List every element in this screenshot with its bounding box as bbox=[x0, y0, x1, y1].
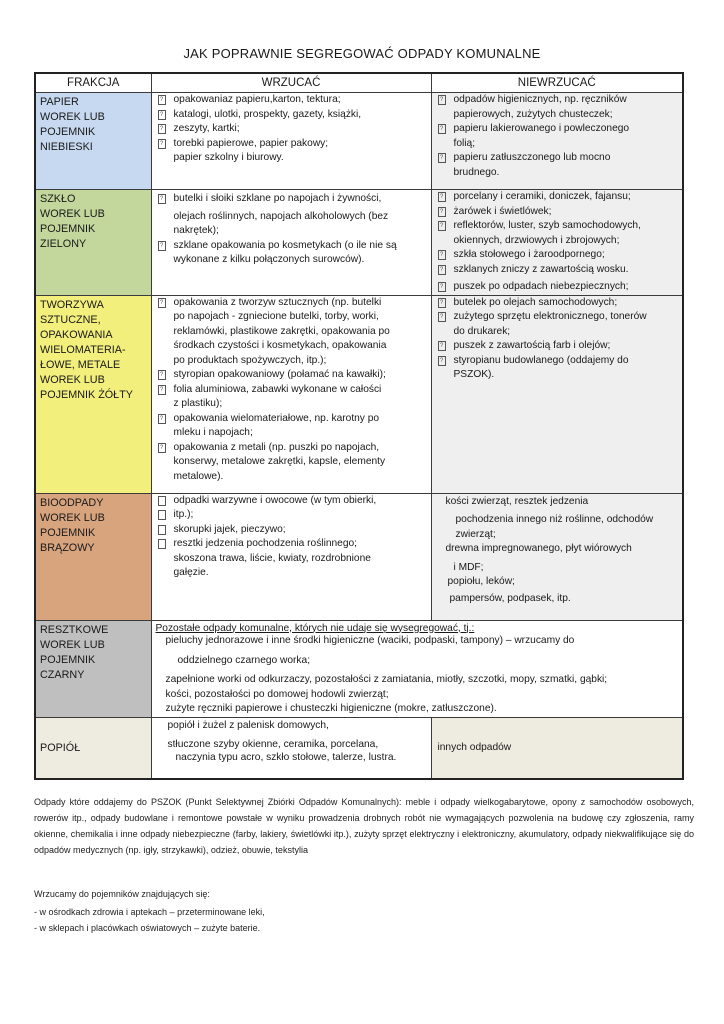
checkbox-icon: ? bbox=[438, 356, 446, 366]
list-item bbox=[158, 537, 427, 552]
fraction-line: WOREK LUB bbox=[40, 373, 105, 386]
checkbox-icon bbox=[158, 510, 166, 520]
containers-item: - w sklepach i placówkach oświatowych – zużyte baterie. bbox=[34, 923, 261, 933]
list-item bbox=[158, 566, 427, 581]
item-text: konserwy, metalowe zakrętki, kapsle, elementy bbox=[173, 456, 386, 467]
fraction-line: PAPIER bbox=[40, 96, 79, 108]
list-item bbox=[158, 397, 427, 412]
containers-title: Wrzucamy do pojemników znajdujących się: bbox=[34, 889, 210, 899]
item-text: szkła stołowego i żaroodpornego; bbox=[453, 249, 605, 260]
list-item bbox=[158, 412, 427, 427]
list-item bbox=[158, 441, 427, 456]
item-text: mleku i napojach; bbox=[173, 427, 253, 438]
wrzucac-tworzywa bbox=[151, 295, 431, 493]
checkbox-icon: ? bbox=[158, 298, 166, 308]
checkbox-icon bbox=[158, 496, 166, 506]
pszok-text: Odpady które oddajemy do PSZOK (Punkt Selektywnej Zbiórki Odpadów Komunalnych): meble i odpady wielkogabarytowe, opony z samochodów osobowych, rowerów itp., odpady budowlane i remontowe powstałe w wyniku prowadzenia drobnych robót nie wymagających pozwolenia na budowę czy zgłoszenia, ramy okienne, chemikalia i inne odpady niebezpieczne (farby, lakiery, świetlówki itp.), zużyty sprzęt elektryczny i elektroniczny, akumulatory, odpady niekwalifikujące się do odpadów medycznych (np. igły, strzykawki), odzież, obuwie, tekstylia bbox=[34, 797, 694, 855]
header-wrzucac: WRZUCAĆ bbox=[151, 73, 431, 93]
fraction-line: POJEMNIK bbox=[40, 653, 96, 666]
item-text: oddzielnego czarnego worka; bbox=[177, 654, 311, 666]
list-item bbox=[158, 523, 427, 538]
item-text: butelki i słoiki szklane po napojach i żywności, bbox=[173, 193, 382, 204]
list-item bbox=[158, 192, 427, 207]
fraction-line: TWORZYWA bbox=[40, 298, 104, 311]
fraction-bio bbox=[35, 493, 151, 620]
item-text: opakowania wielomateriałowe, np. karotny po bbox=[173, 412, 380, 424]
checkbox-icon: ? bbox=[438, 192, 446, 202]
list-item bbox=[158, 239, 427, 254]
item-text: opakowania z metali (np. puszki po napojach, bbox=[173, 441, 380, 453]
checkbox-icon: ? bbox=[158, 241, 166, 251]
niewrzucac-tworzywa bbox=[431, 295, 683, 493]
list-item bbox=[158, 253, 427, 268]
item-text: styropian opakowaniowy (połamać na kawałki); bbox=[173, 369, 386, 380]
checkbox-icon: ? bbox=[438, 153, 446, 163]
list-item bbox=[438, 325, 679, 340]
header-row bbox=[35, 73, 683, 93]
list-item bbox=[158, 151, 427, 166]
wrzucac-popiol bbox=[151, 717, 431, 779]
item-text: metalowe). bbox=[173, 470, 224, 482]
fraction-line: SZKŁO bbox=[40, 193, 76, 205]
fraction-tworzywa bbox=[35, 295, 151, 493]
item-text: odpadów higienicznych, np. ręczników bbox=[453, 94, 627, 105]
header-niewrzucac: NIEWRZUCAĆ bbox=[431, 73, 683, 93]
list-item bbox=[158, 508, 427, 523]
list-item bbox=[438, 354, 679, 369]
item-text: reflektorów, luster, szyb samochodowych, bbox=[453, 220, 641, 231]
segregation-table bbox=[34, 72, 684, 780]
list-item bbox=[438, 280, 679, 295]
checkbox-icon: ? bbox=[158, 95, 166, 105]
list-item bbox=[158, 325, 427, 340]
item-text: reklamówki, plastikowe zakrętki, opakowania po bbox=[173, 325, 390, 337]
item-text: kości zwierząt, resztek jedzenia bbox=[445, 495, 589, 507]
item-text: pochodzenia innego niż roślinne, odchodów bbox=[455, 514, 654, 525]
item-text: środkach czystości i kosmetykach, opakowania bbox=[173, 340, 387, 351]
checkbox-icon: ? bbox=[158, 385, 166, 395]
item-text: drewna impregnowanego, płyt wiórowych bbox=[445, 543, 632, 554]
list-item bbox=[158, 552, 427, 567]
item-text: folią; bbox=[453, 137, 476, 149]
list-item bbox=[438, 122, 679, 137]
list-item bbox=[158, 224, 427, 239]
list-item bbox=[158, 108, 427, 123]
item-text: naczynia typu acro, szkło stołowe, talerze, lustra. bbox=[175, 751, 397, 763]
item-text: pampersów, podpasek, itp. bbox=[449, 592, 571, 604]
list-item bbox=[438, 248, 679, 263]
list-item bbox=[158, 426, 427, 441]
fraction-line: POJEMNIK bbox=[40, 126, 96, 138]
row-tworzywa bbox=[35, 295, 683, 493]
item-text: okiennych, drzwiowych i zbrojowych; bbox=[453, 234, 620, 246]
checkbox-icon: ? bbox=[438, 282, 446, 292]
row-bio bbox=[35, 493, 683, 620]
pszok-note bbox=[34, 794, 694, 858]
containers-item: - w ośrodkach zdrowia i aptekach – przeterminowane leki, bbox=[34, 907, 265, 917]
row-resztkowe bbox=[35, 620, 683, 717]
list-item bbox=[158, 296, 427, 311]
wrzucac-bio bbox=[151, 493, 431, 620]
item-text: skorupki jajek, pieczywo; bbox=[173, 523, 286, 535]
checkbox-icon: ? bbox=[438, 95, 446, 105]
item-text: puszek z zawartością farb i olejów; bbox=[453, 340, 611, 351]
fraction-line: POPIÓŁ bbox=[40, 742, 81, 755]
item-text: katalogi, ulotki, prospekty, gazety, książki, bbox=[173, 108, 362, 120]
item-text: zwierząt; bbox=[455, 528, 496, 540]
wrzucac-papier bbox=[151, 93, 431, 190]
fraction-line: WOREK LUB bbox=[40, 111, 105, 123]
checkbox-icon: ? bbox=[158, 194, 166, 204]
item-text: popiół i żużel z palenisk domowych, bbox=[167, 719, 329, 731]
item-text: stłuczone szyby okienne, ceramika, porcelana, bbox=[167, 739, 379, 750]
item-text: resztki jedzenia pochodzenia roślinnego; bbox=[173, 538, 357, 549]
item-text: brudnego. bbox=[453, 166, 500, 178]
list-item bbox=[438, 108, 679, 123]
item-text: papierowych, zużytych chusteczek; bbox=[453, 108, 613, 120]
checkbox-icon: ? bbox=[438, 250, 446, 260]
list-item bbox=[158, 383, 427, 398]
checkbox-icon: ? bbox=[438, 312, 446, 322]
checkbox-icon: ? bbox=[438, 265, 446, 275]
niewrzucac-papier bbox=[431, 93, 683, 190]
fraction-papier bbox=[35, 93, 151, 190]
row-szklo bbox=[35, 190, 683, 296]
item-text: zapełnione worki od odkurzaczy, pozostałości z zamiatania, miotły, szczotki, mopy, szmatki, gąbki; bbox=[165, 674, 608, 685]
item-text: papieru zatłuszczonego lub mocno bbox=[453, 152, 611, 163]
list-item bbox=[438, 93, 679, 108]
list-item bbox=[158, 368, 427, 383]
list-item bbox=[158, 494, 427, 509]
checkbox-icon: ? bbox=[438, 341, 446, 351]
resztkowe-description bbox=[151, 620, 683, 717]
checkbox-icon: ? bbox=[158, 370, 166, 380]
list-item bbox=[438, 190, 679, 205]
checkbox-icon: ? bbox=[158, 443, 166, 453]
item-text: żarówek i świetlówek; bbox=[453, 205, 552, 217]
item-text: itp.); bbox=[173, 509, 194, 520]
item-text: papieru lakierowanego i powleczonego bbox=[453, 123, 630, 134]
item-text: popiołu, leków; bbox=[447, 576, 515, 587]
list-item bbox=[438, 205, 679, 220]
fraction-line: OPAKOWANIA bbox=[40, 328, 113, 341]
item-text: po napojach - zgniecione butelki, torby, worki, bbox=[173, 311, 379, 322]
list-item bbox=[438, 310, 679, 325]
item-text: do drukarek; bbox=[453, 325, 511, 337]
list-item bbox=[438, 263, 679, 278]
fraction-line: WOREK LUB bbox=[40, 208, 105, 220]
checkbox-icon: ? bbox=[158, 139, 166, 149]
item-text: pieluchy jednorazowe i inne środki higieniczne (waciki, podpaski, tampony) – wrzucamy do bbox=[165, 635, 575, 646]
fraction-szklo bbox=[35, 190, 151, 296]
list-item bbox=[158, 339, 427, 354]
item-text: PSZOK). bbox=[453, 369, 495, 380]
row-popiol bbox=[35, 717, 683, 779]
list-item bbox=[158, 354, 427, 369]
item-text: z plastiku); bbox=[173, 398, 223, 409]
fraction-line: ZIELONY bbox=[40, 238, 87, 250]
item-text: innych odpadów bbox=[437, 742, 512, 753]
item-text: papier szkolny i biurowy. bbox=[173, 152, 284, 163]
item-text: skoszona trawa, liście, kwiaty, rozdrobnione bbox=[173, 552, 371, 564]
item-text: butelek po olejach samochodowych; bbox=[453, 296, 618, 308]
fraction-resztkowe bbox=[35, 620, 151, 717]
checkbox-icon: ? bbox=[438, 298, 446, 308]
item-text: styropianu budowlanego (oddajemy do bbox=[453, 354, 629, 366]
page-title: JAK POPRAWNIE SEGREGOWAĆ ODPADY KOMUNALNE bbox=[183, 46, 541, 61]
fraction-line: POJEMNIK bbox=[40, 526, 96, 539]
header-frakcja: FRAKCJA bbox=[35, 73, 151, 93]
fraction-line: NIEBIESKI bbox=[40, 141, 93, 153]
item-text: kości, pozostałości po domowej hodowli zwierząt; bbox=[165, 688, 389, 700]
item-text: szklanych zniczy z zawartością wosku. bbox=[453, 263, 629, 275]
item-text: odpadki warzywne i owocowe (w tym obierki, bbox=[173, 494, 377, 506]
fraction-line: POJEMNIK bbox=[40, 223, 96, 235]
item-text: nakrętek); bbox=[173, 225, 219, 236]
item-text: puszek po odpadach niebezpiecznych; bbox=[453, 281, 629, 292]
list-item bbox=[158, 93, 427, 108]
list-item bbox=[438, 339, 679, 354]
niewrzucac-bio bbox=[431, 493, 683, 620]
checkbox-icon: ? bbox=[438, 221, 446, 231]
item-text: Pozostałe odpady komunalne, których nie udaje się wysegregować, tj.: bbox=[155, 622, 475, 634]
list-item bbox=[158, 310, 427, 325]
item-text: zużytego sprzętu elektronicznego, tonerów bbox=[453, 311, 647, 322]
item-text: porcelany i ceramiki, doniczek, fajansu; bbox=[453, 191, 631, 202]
list-item bbox=[158, 470, 427, 485]
list-item bbox=[438, 368, 679, 383]
list-item bbox=[438, 234, 679, 249]
niewrzucac-szklo bbox=[431, 190, 683, 296]
item-text: opakowania z tworzyw sztucznych (np. butelki bbox=[173, 296, 382, 308]
item-text: opakowaniaz papieru,karton, tektura; bbox=[173, 94, 341, 105]
fraction-line: RESZTKOWE bbox=[40, 623, 109, 636]
list-item bbox=[158, 210, 427, 225]
fraction-line: POJEMNIK ŻÓŁTY bbox=[40, 388, 133, 401]
checkbox-icon: ? bbox=[158, 110, 166, 120]
checkbox-icon: ? bbox=[158, 414, 166, 424]
item-text: zeszyty, kartki; bbox=[173, 123, 240, 134]
item-text: i MDF; bbox=[453, 561, 484, 573]
fraction-line: ŁOWE, METALE bbox=[40, 358, 121, 371]
containers-note bbox=[34, 886, 694, 936]
checkbox-icon bbox=[158, 525, 166, 535]
list-item bbox=[158, 137, 427, 152]
fraction-popiol bbox=[35, 717, 151, 779]
item-text: wykonane z kilku połączonych surowców). bbox=[173, 254, 365, 265]
wrzucac-szklo bbox=[151, 190, 431, 296]
fraction-line: SZTUCZNE, bbox=[40, 313, 101, 326]
list-item bbox=[158, 122, 427, 137]
item-text: gałęzie. bbox=[173, 567, 209, 578]
row-papier bbox=[35, 93, 683, 190]
list-item bbox=[438, 296, 679, 311]
item-text: torebki papierowe, papier pakowy; bbox=[173, 137, 329, 149]
checkbox-icon: ? bbox=[438, 207, 446, 217]
fraction-line: WIELOMATERIA- bbox=[40, 343, 126, 356]
checkbox-icon bbox=[158, 539, 166, 549]
item-text: olejach roślinnych, napojach alkoholowych (bez bbox=[173, 210, 389, 222]
item-text: szklane opakowania po kosmetykach (o ile nie są bbox=[173, 239, 397, 251]
fraction-line: BRĄZOWY bbox=[40, 541, 95, 554]
fraction-line: WOREK LUB bbox=[40, 511, 105, 524]
list-item bbox=[438, 137, 679, 152]
list-item bbox=[438, 166, 679, 181]
item-text: folia aluminiowa, zabawki wykonane w całości bbox=[173, 383, 382, 395]
list-item bbox=[438, 219, 679, 234]
fraction-line: WOREK LUB bbox=[40, 638, 105, 651]
fraction-line: BIOODPADY bbox=[40, 496, 104, 509]
list-item bbox=[438, 151, 679, 166]
checkbox-icon: ? bbox=[158, 124, 166, 134]
niewrzucac-popiol bbox=[431, 717, 683, 779]
fraction-line: CZARNY bbox=[40, 668, 85, 681]
list-item bbox=[158, 455, 427, 470]
item-text: zużyte ręczniki papierowe i chusteczki higieniczne (mokre, zatłuszczone). bbox=[165, 703, 497, 714]
checkbox-icon: ? bbox=[438, 124, 446, 134]
item-text: po produktach spożywczych, itp.); bbox=[173, 354, 327, 366]
